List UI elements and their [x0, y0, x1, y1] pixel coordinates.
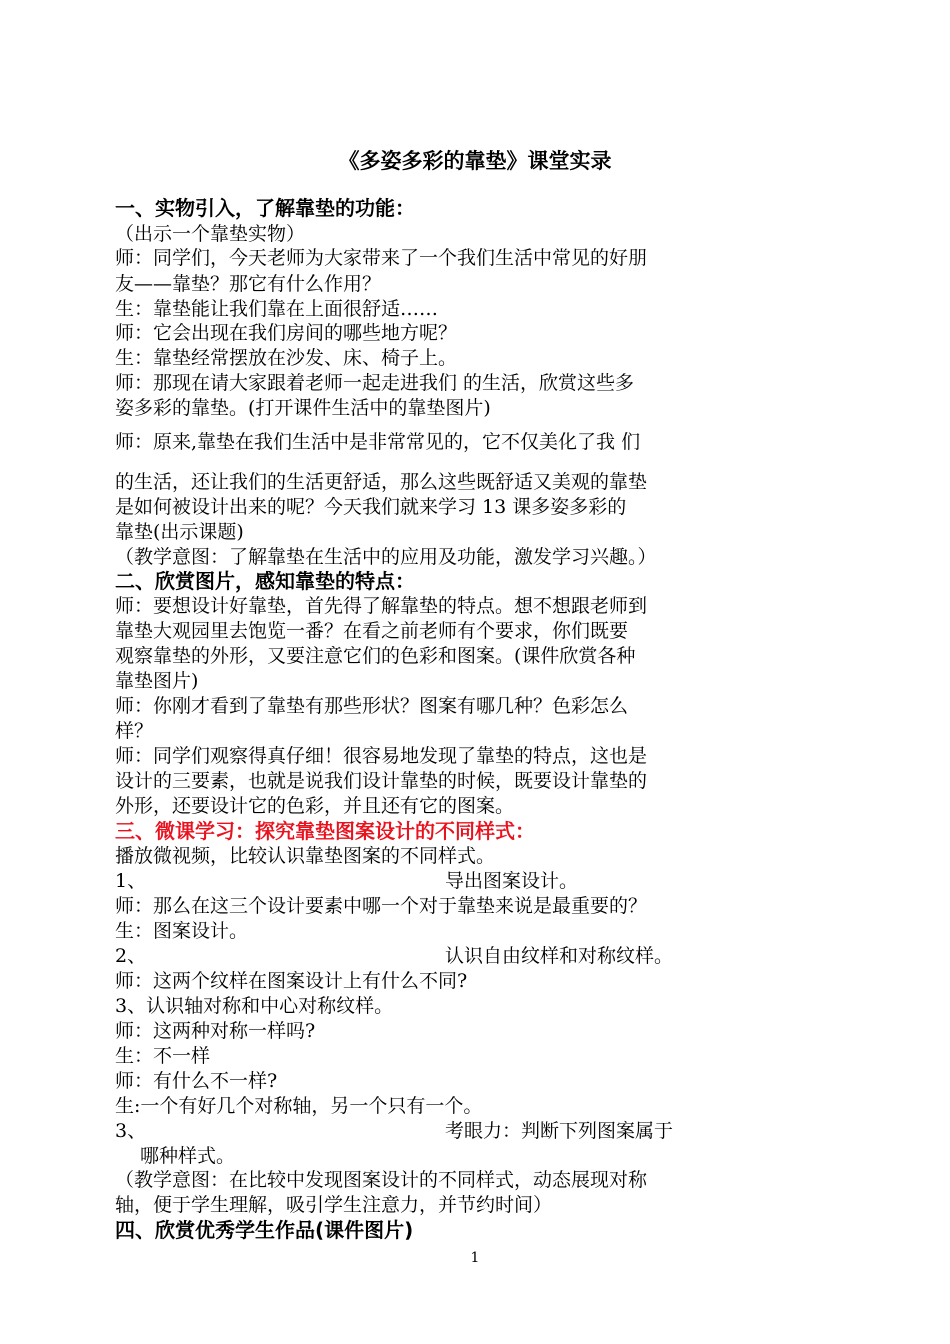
paragraph-line: 生:一个有好几个对称轴，另一个只有一个。	[115, 1095, 483, 1117]
paragraph-line: 样？	[115, 720, 154, 742]
paragraph-line: 的生活，还让我们的生活更舒适，那么这些既舒适又美观的靠垫	[115, 471, 648, 493]
section-heading-4: 四、欣赏优秀学生作品(课件图片)	[115, 1218, 414, 1242]
section-heading-2: 二、欣赏图片，感知靠垫的特点：	[115, 569, 415, 593]
paragraph-line: 外形，还要设计它的色彩，并且还有它的图案。	[115, 795, 515, 817]
paragraph-line: 是如何被设计出来的呢？今天我们就来学习 13 课多姿多彩的	[115, 496, 627, 518]
teaching-intent-note: 轴，便于学生理解，吸引学生注意力，并节约时间）	[115, 1194, 553, 1216]
page-title: 《多姿多彩的靠垫》课堂实录	[338, 149, 612, 173]
paragraph-line: 师：你刚才看到了靠垫有那些形状？图案有哪几种？色彩怎么	[115, 695, 629, 717]
paragraph-line: 哪种样式。	[140, 1145, 236, 1167]
list-item-number: 1、	[115, 870, 147, 892]
paragraph-line: 师：有什么不一样?	[115, 1070, 278, 1092]
paragraph-line: 师：同学们观察得真仔细！很容易地发现了靠垫的特点，这也是	[115, 745, 648, 767]
paragraph-line: （出示一个靠垫实物）	[115, 223, 306, 245]
paragraph-line: 靠垫(出示课题)	[115, 521, 244, 543]
teaching-intent-note: （教学意图：了解靠垫在生活中的应用及功能，激发学习兴趣。）	[115, 546, 657, 568]
paragraph-line: 播放微视频，比较认识靠垫图案的不同样式。	[115, 845, 496, 867]
list-item-4	[115, 1119, 735, 1143]
list-item-text: 考眼力：判断下列图案属于	[445, 1120, 674, 1142]
list-item-2	[115, 944, 735, 968]
list-item-number: 3、	[115, 1120, 147, 1142]
paragraph-line: 设计的三要素，也就是说我们设计靠垫的时候，既要设计靠垫的	[115, 770, 648, 792]
paragraph-line: 师：这两个纹样在图案设计上有什么不同?	[115, 970, 468, 992]
paragraph-line: 师：要想设计好靠垫，首先得了解靠垫的特点。想不想跟老师到	[115, 595, 648, 617]
paragraph-line: 观察靠垫的外形，又要注意它们的色彩和图案。(课件欣赏各种	[115, 645, 636, 667]
page-number: 1	[470, 1250, 480, 1266]
list-item-text: 认识自由纹样和对称纹样。	[445, 945, 674, 967]
paragraph-line: 友——靠垫？那它有什么作用？	[115, 273, 382, 295]
paragraph-line: 生：靠垫经常摆放在沙发、床、椅子上。	[115, 347, 458, 369]
paragraph-line: 生：图案设计。	[115, 920, 249, 942]
paragraph-line: 姿多彩的靠垫。(打开课件生活中的靠垫图片)	[115, 397, 491, 419]
paragraph-line: 师：原来,靠垫在我们生活中是非常常见的，它不仅美化了我 们	[115, 431, 641, 453]
paragraph-line: 师：那现在请大家跟着老师一起走进我们 的生活，欣赏这些多	[115, 372, 635, 394]
paragraph-line: 生：靠垫能让我们靠在上面很舒适……	[115, 298, 439, 320]
paragraph-line: 生：不一样	[115, 1045, 211, 1067]
list-item-1	[115, 869, 735, 893]
section-heading-3: 三、微课学习：探究靠垫图案设计的不同样式：	[115, 819, 535, 843]
paragraph-line: 靠垫大观园里去饱览一番？在看之前老师有个要求，你们既要	[115, 620, 629, 642]
paragraph-line: 师：同学们，今天老师为大家带来了一个我们生活中常见的好朋	[115, 247, 648, 269]
paragraph-line: 师：这两种对称一样吗?	[115, 1020, 316, 1042]
section-heading-1: 一、实物引入，了解靠垫的功能：	[115, 196, 415, 220]
paragraph-line: 师：它会出现在我们房间的哪些地方呢？	[115, 322, 458, 344]
list-item-text: 导出图案设计。	[445, 870, 579, 892]
teaching-intent-note: （教学意图：在比较中发现图案设计的不同样式，动态展现对称	[115, 1169, 648, 1191]
paragraph-line: 靠垫图片)	[115, 670, 199, 692]
list-item-number: 2、	[115, 945, 147, 967]
list-item-3: 3、认识轴对称和中心对称纹样。	[115, 995, 394, 1017]
paragraph-line: 师：那么在这三个设计要素中哪一个对于靠垫来说是最重要的？	[115, 895, 648, 917]
